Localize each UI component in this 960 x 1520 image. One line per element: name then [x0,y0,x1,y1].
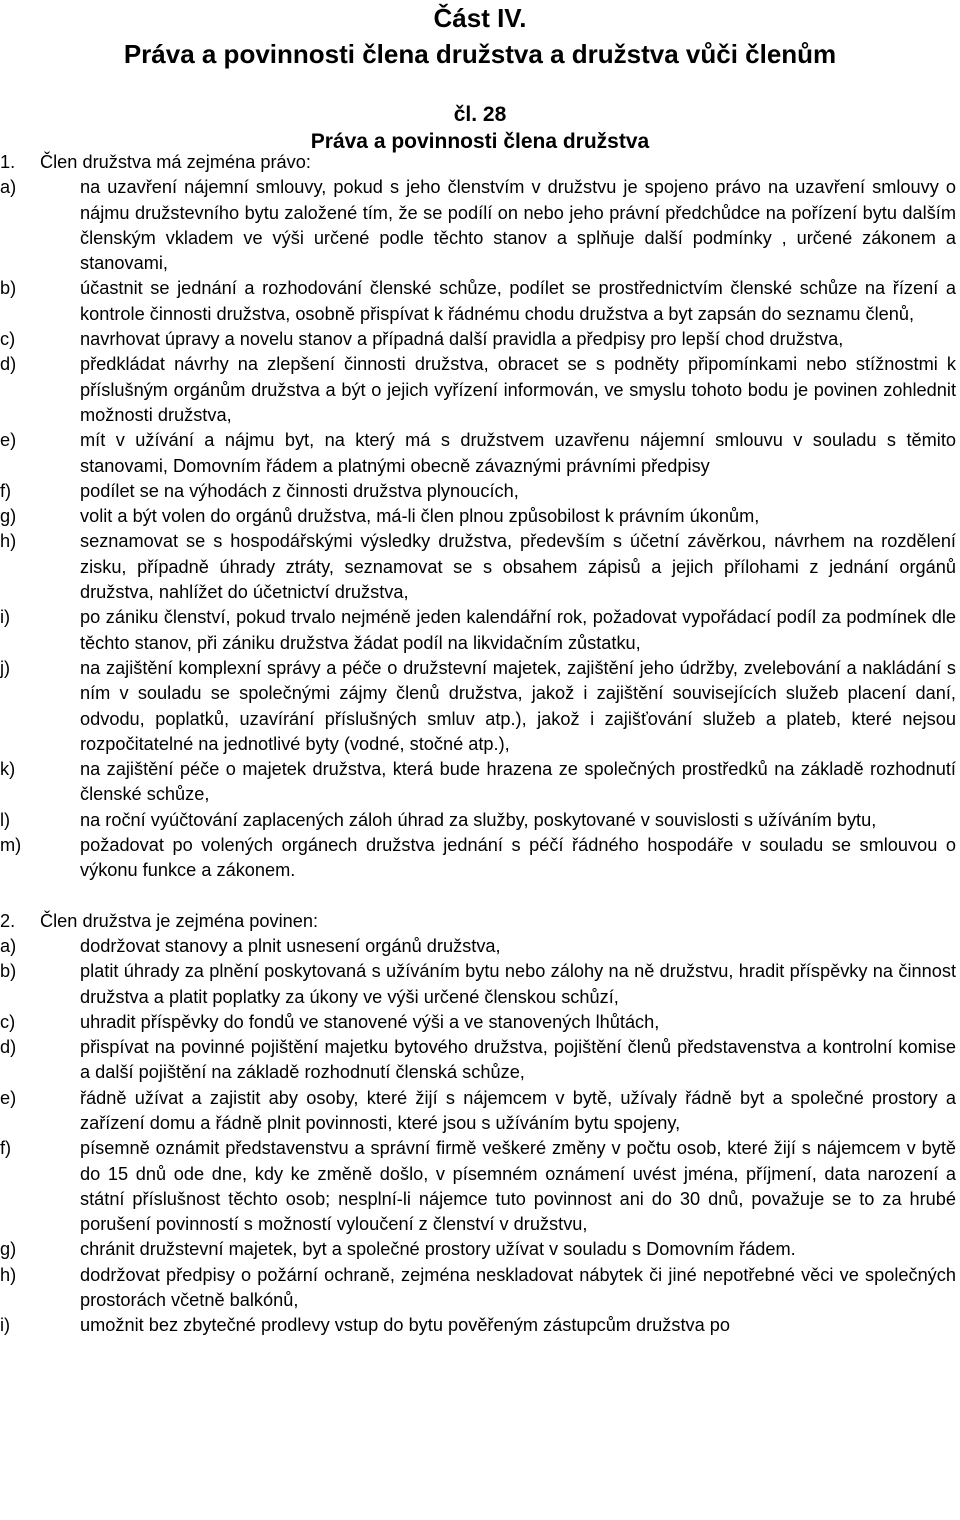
item-text: uhradit příspěvky do fondů ve stanovené výši a ve stanovených lhůtách, [80,1011,660,1032]
section-title: Člen družstva má zejména právo: [40,152,311,172]
document-body [0,150,960,1339]
section-duties [0,909,960,934]
list-item [0,1035,960,1086]
item-text: po zániku členství, pokud trvalo nejméně jeden kalendářní rok, požadovat vypořádací podíl za podmínek dle těchto stanov, při zániku družstva žádat podíl na likvidačním zůstatku, [80,607,956,653]
list-item [0,529,960,605]
list-item [0,1086,960,1137]
list-item [0,1010,960,1035]
item-text: navrhovat úpravy a novelu stanov a případná další pravidla a předpisy pro lepší chod družstva, [80,329,844,350]
item-label: i) [0,1315,11,1336]
item-text: umožnit bez zbytečné prodlevy vstup do bytu pověřeným zástupcům družstva po [80,1315,731,1336]
item-label: f) [0,480,12,501]
item-text: mít v užívání a nájmu byt, na který má s družstvem uzavřenu nájemní smlouvu v souladu s těmito stanovami, Domovním řádem a platnými obecně závaznými právními předpisy [80,430,956,476]
list-item [0,1263,960,1314]
item-text: podílet se na výhodách z činnosti družstva plynoucích, [80,480,519,501]
list-item [0,479,960,504]
section-number: 1. [0,152,16,172]
list-item [0,428,960,479]
item-text: volit a být volen do orgánů družstva, má-li člen plnou způsobilost k právním úkonům, [80,506,760,527]
list-item [0,276,960,327]
item-text: přispívat na povinné pojištění majetku bytového družstva, pojištění členů představenstva a kontrolní komise a další pojištění na základě rozhodnutí členská schůze, [80,1037,956,1083]
item-text: účastnit se jednání a rozhodování členské schůze, podílet se prostřednictvím členské schůze na řízení a kontrole činnosti družstva, osobně přispívat k řádnému chodu družstva a byt zapsán do seznamu členů, [80,278,956,324]
list-item [0,757,960,808]
list-item [0,605,960,656]
list-item [0,808,960,833]
item-label: b) [0,961,17,982]
item-label: m) [0,835,22,856]
part-heading: Část IV. [433,3,527,33]
item-text: písemně oznámit představenstvu a správní firmě veškeré změny v počtu osob, které žijí s nájemcem v bytě do 15 dnů ode dne, kdy ke změně došlo, v písemném oznámení uvést jména, příjmení, data narození a státní příslušnost těchto osob; nesplní-li nájemce tuto povinnost ani do 30 dnů, považuje se to za hrubé porušení povinností s možností vyloučení z členství v družstvu, [80,1138,956,1235]
item-label: h) [0,531,17,552]
item-label: c) [0,1011,16,1032]
item-text: seznamovat se s hospodářskými výsledky družstva, především s účetní závěrkou, návrhem na rozdělení zisku, případně úhrady ztráty, seznamovat se s obsahem zápisů a jejich přílohami z jednání orgánů družstva, nahlížet do účetnictví družstva, [80,531,956,603]
item-label: b) [0,278,17,299]
list-item [0,833,960,884]
item-label: g) [0,1239,17,1260]
item-label: f) [0,1138,12,1159]
item-label: a) [0,177,17,198]
section-rights [0,150,960,175]
list-item [0,656,960,757]
item-label: h) [0,1264,17,1285]
section-title: Člen družstva je zejména povinen: [40,910,319,931]
item-text: předkládat návrhy na zlepšení činnosti družstva, obracet se s podněty připomínkami nebo stížnostmi k příslušným orgánům družstva a být o jejich vyřízení informován, ve smyslu tohoto bodu je povinen zohlednit možnosti družstva, [80,354,956,425]
item-label: c) [0,329,16,350]
item-text: chránit družstevní majetek, byt a společné prostory užívat v souladu s Domovním řádem. [80,1239,796,1260]
list-item [0,959,960,1010]
item-text: dodržovat stanovy a plnit usnesení orgánů družstva, [80,935,501,956]
item-label: e) [0,1087,17,1108]
section-number: 2. [0,910,16,931]
article-number: čl. 28 [453,103,507,126]
item-text: požadovat po volených orgánech družstva jednání s péčí řádného hospodáře v souladu se smlouvou o výkonu funkce a zákonem. [80,835,956,881]
item-label: k) [0,759,16,780]
list-item [0,1313,960,1338]
part-title: Práva a povinnosti člena družstva a družstva vůči členům [123,39,837,69]
item-label: j) [0,657,11,678]
item-label: d) [0,1037,17,1058]
list-item [0,504,960,529]
list-item [0,1136,960,1237]
item-text: řádně užívat a zajistit aby osoby, které žijí s nájemcem v bytě, užívaly řádně byt a společné prostory a zařízení domu a řádně plnit povinnosti, které jsou s užíváním bytu spojeny, [80,1087,956,1133]
item-label: a) [0,935,17,956]
section-spacer [0,884,960,909]
list-item [0,934,960,959]
item-text: na roční vyúčtování zaplacených záloh úhrad za služby, poskytované v souvislosti s užíváním bytu, [80,809,877,830]
item-text: dodržovat předpisy o požární ochraně, zejména neskladovat nábytek či jiné nepotřebné věci ve společných prostorách včetně balkónů, [80,1264,956,1311]
item-text: na uzavření nájemní smlouvy, pokud s jeho členstvím v družstvu je spojeno právo na uzavření smlouvy o nájmu družstevního bytu založené tím, že se podílí on nebo jeho právní předchůdce na pořízení bytu dalším členským vkladem ve výši určené podle těchto stanov a splňuje další podmínky , určené zákonem a stanovami, [80,177,956,274]
item-text: na zajištění péče o majetek družstva, která bude hrazena ze společných prostředků na základě rozhodnutí členské schůze, [80,759,956,805]
item-label: e) [0,430,17,451]
item-label: l) [0,809,11,830]
item-label: i) [0,607,11,628]
item-label: d) [0,354,17,375]
list-item [0,327,960,352]
list-item [0,1237,960,1262]
item-text: na zajištění komplexní správy a péče o družstevní majetek, zajištění jeho údržby, zvelebování a nakládání s ním v souladu se společnými zájmy členů družstva, jakož i zajištění souvisejících služeb placení daní, odvodu, poplatků, uzavírání příslušných smluv atp.), jakož i zajišťování služeb a plateb, které nejsou rozpočitatelné na jednotlivé byty (vodné, stočné atp.), [80,657,956,754]
list-item [0,175,960,276]
article-title: Práva a povinnosti člena družstva [310,130,650,153]
list-item [0,352,960,428]
item-label: g) [0,506,17,527]
item-text: platit úhrady za plnění poskytovaná s užíváním bytu nebo zálohy na ně družstvu, hradit příspěvky na činnost družstva a platit poplatky za úkony ve výši určené členskou schůzí, [80,961,956,1007]
